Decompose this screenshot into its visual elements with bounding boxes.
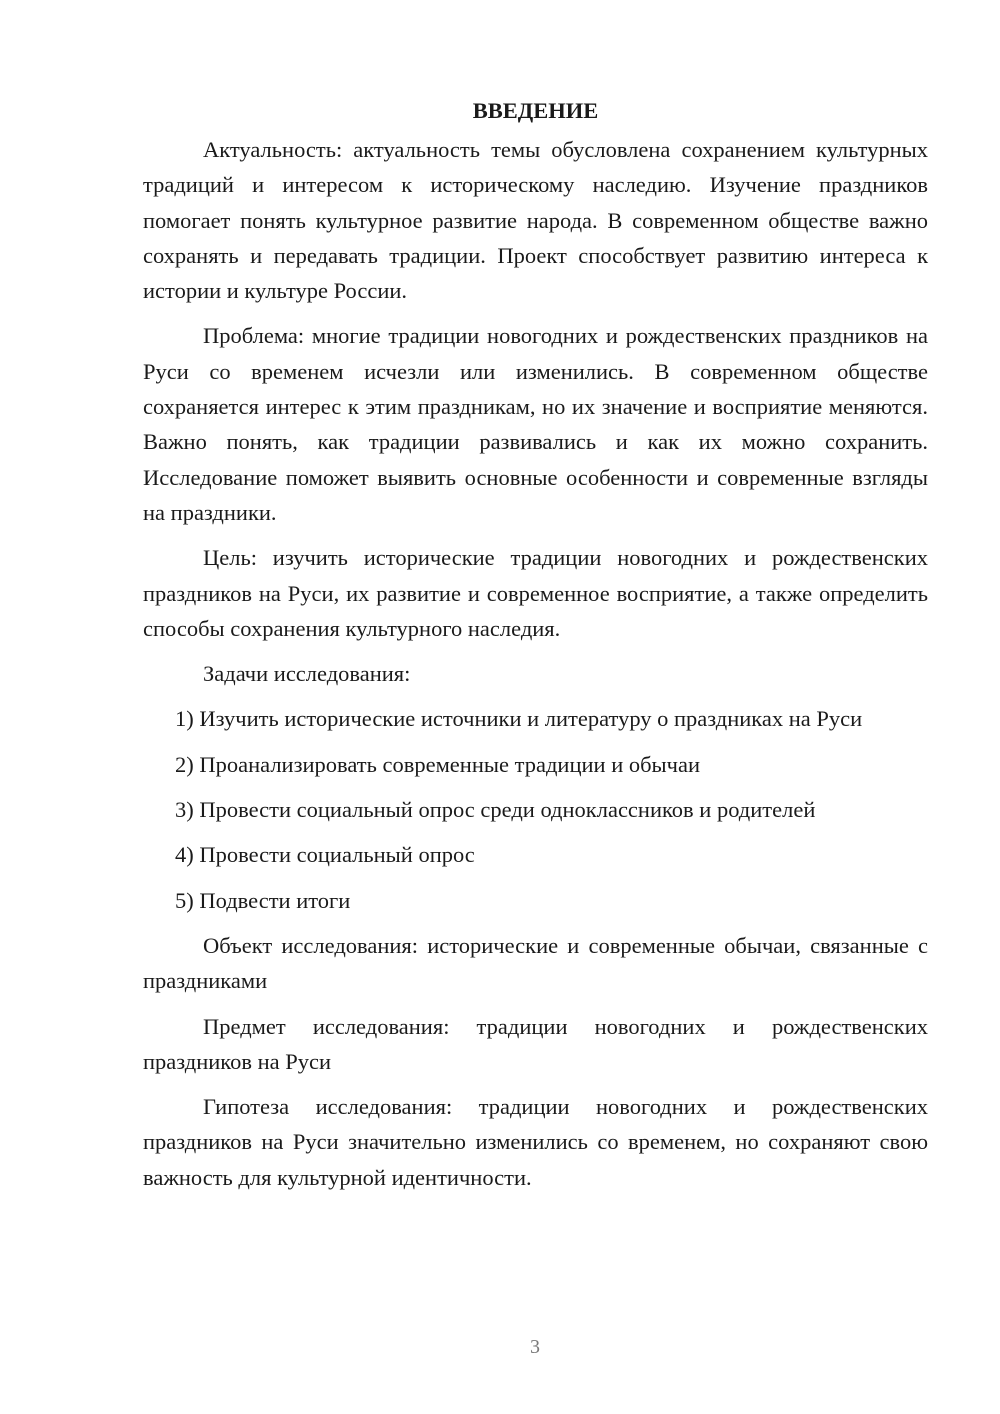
page-number: 3 (530, 1336, 540, 1358)
paragraph-goal: Цель: изучить исторические традиции новогодних и рождественских праздников на Руси, их развитие и современное восприятие, а также определить способы сохранения культурного наследия. (143, 545, 928, 641)
page-content (143, 93, 928, 1205)
paragraph-hypothesis: Гипотеза исследования: традиции новогодних и рождественских праздников на Руси значительно изменились со временем, но сохраняют свою важность для культурной идентичности. (143, 1094, 928, 1190)
paragraph-problem: Проблема: многие традиции новогодних и рождественских праздников на Руси со временем исчезли или изменились. В современном обществе сохраняется интерес к этим праздникам, но их значение и восприятие меняются. Важно понять, как традиции развивались и как их можно сохранить. Исследование поможет выявить основные особенности и современные взгляды на праздники. (143, 323, 928, 525)
page-title: ВВЕДЕНИЕ (472, 98, 599, 123)
task-item-2: 2) Проанализировать современные традиции и обычаи (175, 751, 701, 777)
task-item-1: 1) Изучить исторические источники и литературу о праздниках на Руси (175, 706, 863, 732)
task-item-4: 4) Провести социальный опрос (175, 842, 475, 868)
task-item-3: 3) Провести социальный опрос среди одноклассников и родителей (175, 797, 816, 823)
paragraph-object: Объект исследования: исторические и современные обычаи, связанные с праздниками (143, 932, 928, 994)
tasks-heading: Задачи исследования: (203, 661, 411, 687)
paragraph-subject: Предмет исследования: традиции новогодних и рождественских праздников на Руси (143, 1013, 928, 1074)
task-item-5: 5) Подвести итоги (175, 887, 351, 913)
paragraph-relevance: Актуальность: актуальность темы обусловлена сохранением культурных традиций и интересом к историческому наследию. Изучение праздников помогает понять культурное развитие народа. В современном обществе важно сохранять и передавать традиции. Проект способствует развитию интереса к истории и культуре России. (143, 137, 928, 304)
